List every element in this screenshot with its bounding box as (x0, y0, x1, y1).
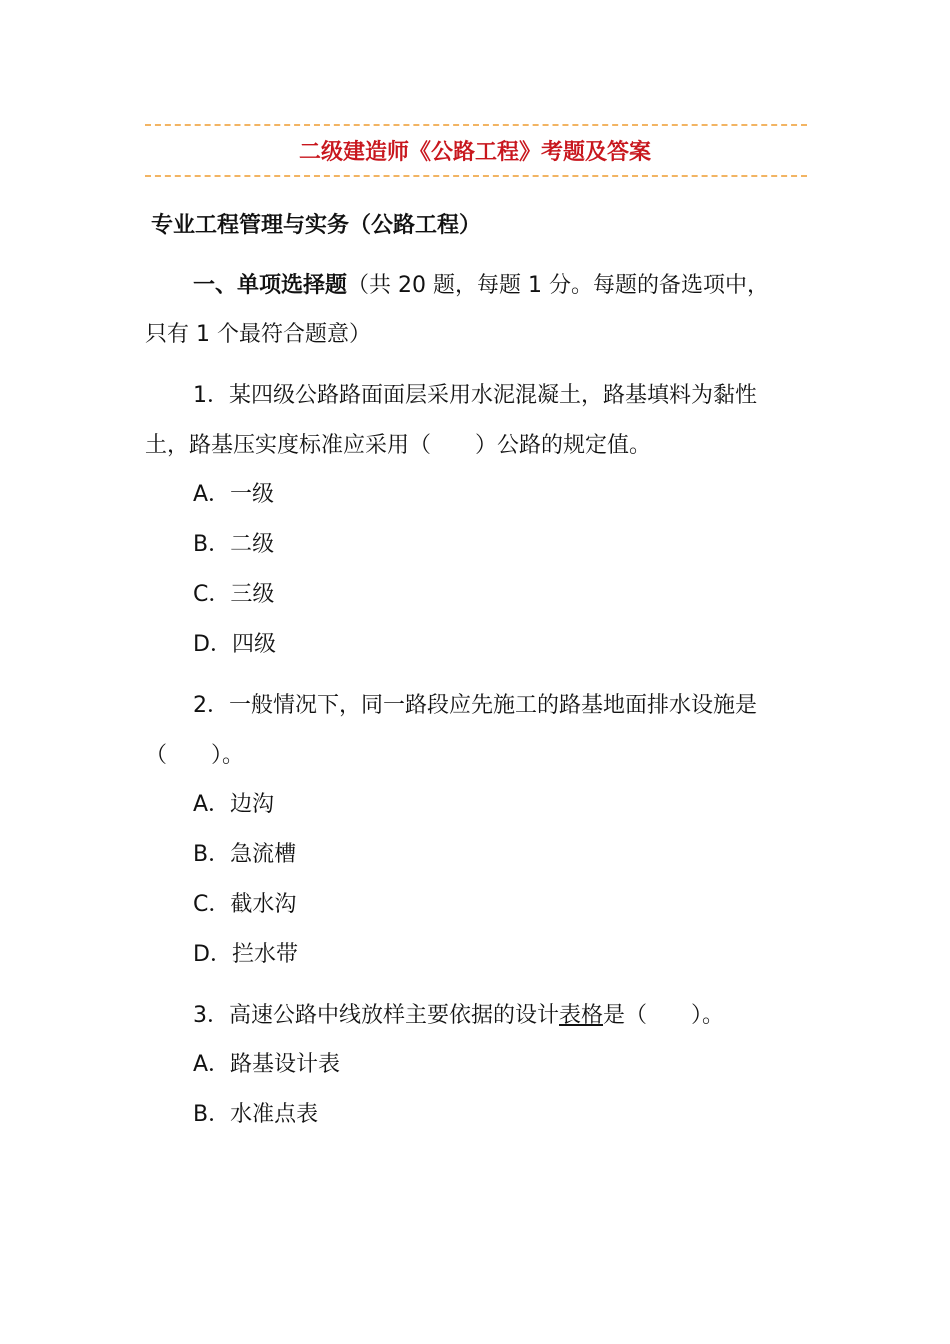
title-top-dashed-rule (145, 124, 807, 126)
question-2-option-b: B．急流槽 (193, 842, 297, 867)
subject-heading: 专业工程管理与实务（公路工程） (151, 213, 482, 238)
question-1-line1: 1．某四级公路路面面层采用水泥混凝土，路基填料为黏性 (193, 383, 757, 408)
question-3-prefix: 3．高速公路中线放样主要依据的设计 (193, 1003, 559, 1028)
section-heading: 一、单项选择题 (193, 273, 348, 298)
question-1-option-b: B．二级 (193, 532, 275, 557)
question-3-option-a: A．路基设计表 (193, 1052, 341, 1077)
section-heading-line (193, 270, 769, 302)
question-2-option-a: A．边沟 (193, 792, 275, 817)
section-note-line2: 只有 1 个最符合题意） (145, 322, 371, 347)
question-1-option-c: C．三级 (193, 582, 275, 607)
question-3-line1 (193, 1000, 724, 1032)
question-2-option-d: D．拦水带 (193, 942, 298, 967)
title-bottom-dashed-rule (145, 175, 807, 177)
question-2-line1: 2．一般情况下，同一路段应先施工的路基地面排水设施是 (193, 693, 757, 718)
question-1-line2: 土，路基压实度标准应采用（ ）公路的规定值。 (145, 433, 652, 458)
question-3-option-b: B．水准点表 (193, 1102, 319, 1127)
question-3-suffix: 是（ ）。 (603, 1003, 725, 1028)
document-title: 二级建造师《公路工程》考题及答案 (298, 140, 651, 165)
question-1-option-d: D．四级 (193, 632, 276, 657)
section-note-line1: （共 20 题，每题 1 分。每题的备选项中， (347, 273, 769, 298)
question-1-option-a: A．一级 (193, 482, 275, 507)
question-2-line2: （ ）。 (145, 743, 245, 768)
question-3-underlined-word: 表格 (559, 1003, 604, 1028)
question-2-option-c: C．截水沟 (193, 892, 297, 917)
